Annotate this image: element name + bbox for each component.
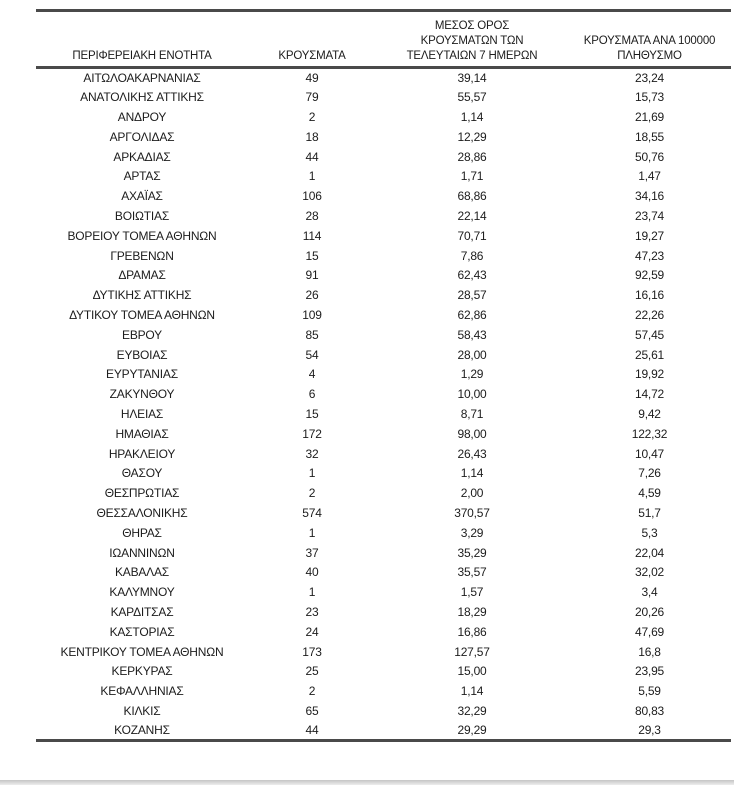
cell-per-100k: 14,72 bbox=[634, 387, 665, 402]
cell-region: ΒΟΙΩΤΙΑΣ bbox=[114, 208, 170, 223]
column-header-line: ΚΡΟΥΣΜΑΤΩΝ ΤΩΝ bbox=[420, 35, 524, 47]
cell-avg-7day: 28,86 bbox=[457, 149, 487, 164]
cell-region: ΚΕΡΚΥΡΑΣ bbox=[111, 664, 173, 679]
cell-region: ΑΡΓΟΛΙΔΑΣ bbox=[109, 129, 175, 144]
cell-avg-7day: 62,43 bbox=[457, 268, 487, 283]
cell-region: ΗΜΑΘΙΑΣ bbox=[115, 426, 169, 441]
cell-avg-7day: 35,57 bbox=[457, 565, 487, 580]
column-header-line: ΠΕΡΙΦΕΡΕΙΑΚΗ ΕΝΟΤΗΤΑ bbox=[72, 50, 212, 62]
cell-cases: 18 bbox=[305, 129, 319, 144]
cell-avg-7day: 29,29 bbox=[457, 722, 487, 737]
table-row bbox=[36, 186, 731, 206]
cell-cases: 574 bbox=[302, 505, 322, 520]
table-row bbox=[36, 602, 731, 622]
cell-region: ΓΡΕΒΕΝΩΝ bbox=[110, 248, 174, 263]
cell-cases: 44 bbox=[305, 149, 319, 164]
cell-avg-7day: 26,43 bbox=[457, 446, 487, 461]
cell-cases: 23 bbox=[305, 604, 319, 619]
table-row bbox=[36, 562, 731, 582]
table-row bbox=[36, 285, 731, 305]
cell-region: ΚΕΦΑΛΛΗΝΙΑΣ bbox=[100, 684, 184, 699]
cell-avg-7day: 70,71 bbox=[457, 228, 487, 243]
table-row bbox=[36, 246, 731, 266]
cell-cases: 2 bbox=[308, 684, 316, 699]
table-row bbox=[36, 681, 731, 701]
cell-cases: 6 bbox=[308, 387, 316, 402]
table-row bbox=[36, 424, 731, 444]
cell-cases: 4 bbox=[308, 367, 316, 382]
cell-per-100k: 80,83 bbox=[634, 703, 665, 718]
table-row bbox=[36, 305, 731, 325]
cell-per-100k: 92,59 bbox=[634, 268, 665, 283]
table-row bbox=[36, 483, 731, 503]
cell-cases: 2 bbox=[308, 109, 316, 124]
cell-cases: 173 bbox=[302, 644, 322, 659]
cell-region: ΚΟΖΑΝΗΣ bbox=[114, 722, 170, 737]
cell-cases: 44 bbox=[305, 722, 319, 737]
cell-region: ΑΝΑΤΟΛΙΚΗΣ ΑΤΤΙΚΗΣ bbox=[80, 90, 204, 105]
cell-avg-7day: 32,29 bbox=[457, 703, 487, 718]
cell-per-100k: 47,23 bbox=[634, 248, 665, 263]
table-row bbox=[36, 444, 731, 464]
cell-region: ΔΡΑΜΑΣ bbox=[118, 268, 166, 283]
cell-region: ΚΑΒΑΛΑΣ bbox=[114, 565, 170, 580]
table-header-row bbox=[36, 11, 731, 68]
cell-per-100k: 16,8 bbox=[638, 644, 661, 659]
cell-avg-7day: 16,86 bbox=[457, 624, 487, 639]
cell-per-100k: 57,45 bbox=[634, 327, 665, 342]
table-row bbox=[36, 543, 731, 563]
cell-region: ΘΕΣΣΑΛΟΝΙΚΗΣ bbox=[96, 505, 188, 520]
cell-cases: 40 bbox=[305, 565, 319, 580]
cell-region: ΘΑΣΟΥ bbox=[121, 466, 163, 481]
cell-region: ΑΡΤΑΣ bbox=[123, 169, 161, 184]
cell-per-100k: 4,59 bbox=[638, 486, 661, 501]
cell-cases: 65 bbox=[305, 703, 319, 718]
cell-avg-7day: 35,29 bbox=[457, 545, 487, 560]
cell-cases: 37 bbox=[305, 545, 319, 560]
table-row bbox=[36, 463, 731, 483]
cell-region: ΑΧΑΪΑΣ bbox=[121, 189, 163, 204]
cell-avg-7day: 1,14 bbox=[460, 109, 484, 124]
column-header-cases bbox=[248, 11, 376, 68]
page-separator bbox=[0, 780, 734, 785]
cell-cases: 54 bbox=[305, 347, 319, 362]
cell-cases: 172 bbox=[302, 426, 322, 441]
cell-region: ΚΕΝΤΡΙΚΟΥ ΤΟΜΕΑ ΑΘΗΝΩΝ bbox=[60, 644, 224, 659]
cell-per-100k: 9,42 bbox=[638, 406, 661, 421]
cases-by-region-table bbox=[36, 9, 731, 742]
cell-avg-7day: 1,14 bbox=[460, 466, 484, 481]
cell-per-100k: 34,16 bbox=[634, 189, 665, 204]
cell-per-100k: 7,26 bbox=[638, 466, 661, 481]
cell-per-100k: 5,59 bbox=[638, 684, 661, 699]
table-row bbox=[36, 226, 731, 246]
table-row bbox=[36, 68, 731, 88]
cell-region: ΒΟΡΕΙΟΥ ΤΟΜΕΑ ΑΘΗΝΩΝ bbox=[67, 228, 217, 243]
table-row bbox=[36, 147, 731, 167]
column-header-avg-7day bbox=[376, 11, 568, 68]
column-header-line: ΚΡΟΥΣΜΑΤΑ ΑΝΑ 100000 bbox=[583, 35, 716, 47]
column-header-per-100k bbox=[568, 11, 731, 68]
table-row bbox=[36, 523, 731, 543]
cell-cases: 25 bbox=[305, 664, 319, 679]
cell-per-100k: 16,16 bbox=[634, 288, 665, 303]
cell-avg-7day: 58,43 bbox=[457, 327, 487, 342]
table-row bbox=[36, 582, 731, 602]
cell-cases: 114 bbox=[302, 228, 322, 243]
column-header-line: ΚΡΟΥΣΜΑΤΑ bbox=[278, 50, 346, 62]
cell-per-100k: 23,95 bbox=[634, 664, 665, 679]
table-row bbox=[36, 642, 731, 662]
table-row bbox=[36, 364, 731, 384]
cell-region: ΘΗΡΑΣ bbox=[122, 525, 162, 540]
cell-per-100k: 32,02 bbox=[634, 565, 665, 580]
table-body bbox=[36, 68, 731, 741]
cell-per-100k: 29,3 bbox=[638, 722, 661, 737]
cell-avg-7day: 98,00 bbox=[457, 426, 487, 441]
cell-per-100k: 22,26 bbox=[634, 307, 665, 322]
cell-cases: 15 bbox=[305, 248, 319, 263]
cell-cases: 24 bbox=[305, 624, 319, 639]
cell-cases: 106 bbox=[302, 189, 322, 204]
cell-per-100k: 23,24 bbox=[634, 71, 665, 86]
cell-avg-7day: 1,14 bbox=[460, 684, 484, 699]
cell-per-100k: 3,4 bbox=[641, 585, 658, 600]
cell-avg-7day: 22,14 bbox=[457, 208, 487, 223]
cell-per-100k: 51,7 bbox=[638, 505, 661, 520]
cell-region: ΕΥΒΟΙΑΣ bbox=[116, 347, 168, 362]
cell-region: ΚΑΛΥΜΝΟΥ bbox=[109, 585, 175, 600]
cell-per-100k: 25,61 bbox=[634, 347, 665, 362]
cell-avg-7day: 18,29 bbox=[457, 604, 487, 619]
cell-per-100k: 10,47 bbox=[634, 446, 665, 461]
column-header-line: ΠΛΗΘΥΣΜΟ bbox=[617, 50, 682, 62]
cell-avg-7day: 10,00 bbox=[457, 387, 487, 402]
cell-cases: 1 bbox=[308, 466, 316, 481]
cell-region: ΕΥΡΥΤΑΝΙΑΣ bbox=[106, 367, 178, 382]
cell-region: ΔΥΤΙΚΟΥ ΤΟΜΕΑ ΑΘΗΝΩΝ bbox=[69, 307, 215, 322]
table-row bbox=[36, 503, 731, 523]
cell-avg-7day: 39,14 bbox=[457, 71, 487, 86]
cell-avg-7day: 68,86 bbox=[457, 189, 487, 204]
cell-avg-7day: 1,57 bbox=[460, 585, 484, 600]
cell-cases: 91 bbox=[305, 268, 319, 283]
cell-region: ΚΙΛΚΙΣ bbox=[123, 703, 161, 718]
cell-avg-7day: 2,00 bbox=[460, 486, 484, 501]
cell-region: ΗΛΕΙΑΣ bbox=[120, 406, 164, 421]
cell-region: ΑΙΤΩΛΟΑΚΑΡΝΑΝΙΑΣ bbox=[83, 71, 201, 86]
cell-region: ΗΡΑΚΛΕΙΟΥ bbox=[108, 446, 176, 461]
cell-avg-7day: 28,00 bbox=[457, 347, 487, 362]
cell-per-100k: 18,55 bbox=[634, 129, 665, 144]
cell-per-100k: 22,04 bbox=[634, 545, 665, 560]
cell-avg-7day: 7,86 bbox=[460, 248, 484, 263]
cell-per-100k: 20,26 bbox=[634, 604, 665, 619]
cell-region: ΖΑΚΥΝΘΟΥ bbox=[109, 387, 175, 402]
cell-avg-7day: 55,57 bbox=[457, 90, 487, 105]
cell-avg-7day: 3,29 bbox=[460, 525, 484, 540]
cell-avg-7day: 15,00 bbox=[457, 664, 487, 679]
cell-per-100k: 5,3 bbox=[641, 525, 658, 540]
cell-region: ΔΥΤΙΚΗΣ ΑΤΤΙΚΗΣ bbox=[92, 288, 192, 303]
cell-region: ΑΝΔΡΟΥ bbox=[117, 109, 167, 124]
table-row bbox=[36, 87, 731, 107]
table-row bbox=[36, 127, 731, 147]
cell-per-100k: 50,76 bbox=[634, 149, 665, 164]
cell-per-100k: 1,47 bbox=[638, 169, 661, 184]
cell-avg-7day: 370,57 bbox=[454, 505, 490, 520]
table-row bbox=[36, 622, 731, 642]
cell-avg-7day: 127,57 bbox=[454, 644, 490, 659]
table-row bbox=[36, 325, 731, 345]
cell-per-100k: 15,73 bbox=[634, 90, 665, 105]
cell-cases: 1 bbox=[308, 525, 316, 540]
cell-cases: 49 bbox=[305, 71, 319, 86]
cell-per-100k: 122,32 bbox=[631, 426, 668, 441]
column-header-line: ΤΕΛΕΥΤΑΙΩΝ 7 ΗΜΕΡΩΝ bbox=[406, 50, 538, 62]
table-row bbox=[36, 661, 731, 681]
table-row bbox=[36, 701, 731, 721]
cell-per-100k: 47,69 bbox=[634, 624, 665, 639]
table-row bbox=[36, 107, 731, 127]
cell-avg-7day: 8,71 bbox=[460, 406, 484, 421]
cell-avg-7day: 12,29 bbox=[457, 129, 487, 144]
cell-per-100k: 19,27 bbox=[634, 228, 665, 243]
cell-avg-7day: 28,57 bbox=[457, 288, 487, 303]
table-row bbox=[36, 345, 731, 365]
table-row bbox=[36, 384, 731, 404]
cell-region: ΑΡΚΑΔΙΑΣ bbox=[113, 149, 171, 164]
cell-avg-7day: 1,71 bbox=[460, 169, 484, 184]
table-row bbox=[36, 721, 731, 741]
cell-cases: 79 bbox=[305, 90, 319, 105]
cell-avg-7day: 62,86 bbox=[457, 307, 487, 322]
cell-per-100k: 19,92 bbox=[634, 367, 665, 382]
cell-region: ΕΒΡΟΥ bbox=[122, 327, 162, 342]
column-header-region bbox=[36, 11, 248, 68]
cell-region: ΚΑΡΔΙΤΣΑΣ bbox=[110, 604, 174, 619]
table-row bbox=[36, 404, 731, 424]
cell-region: ΘΕΣΠΡΩΤΙΑΣ bbox=[104, 486, 180, 501]
cell-per-100k: 23,74 bbox=[634, 208, 665, 223]
cell-cases: 2 bbox=[308, 486, 316, 501]
cell-cases: 1 bbox=[308, 169, 316, 184]
cell-cases: 85 bbox=[305, 327, 319, 342]
table-row bbox=[36, 166, 731, 186]
cell-region: ΚΑΣΤΟΡΙΑΣ bbox=[109, 624, 175, 639]
cell-cases: 15 bbox=[305, 406, 319, 421]
cell-cases: 1 bbox=[308, 585, 316, 600]
column-header-line: ΜΕΣΟΣ ΟΡΟΣ bbox=[434, 20, 510, 32]
cell-cases: 109 bbox=[302, 307, 322, 322]
cell-cases: 28 bbox=[305, 208, 319, 223]
cell-avg-7day: 1,29 bbox=[460, 367, 484, 382]
table-row bbox=[36, 265, 731, 285]
table-row bbox=[36, 206, 731, 226]
cell-cases: 26 bbox=[305, 288, 319, 303]
cell-per-100k: 21,69 bbox=[634, 109, 665, 124]
cell-cases: 32 bbox=[305, 446, 319, 461]
cell-region: ΙΩΑΝΝΙΝΩΝ bbox=[109, 545, 175, 560]
table-header-row bbox=[36, 11, 731, 68]
